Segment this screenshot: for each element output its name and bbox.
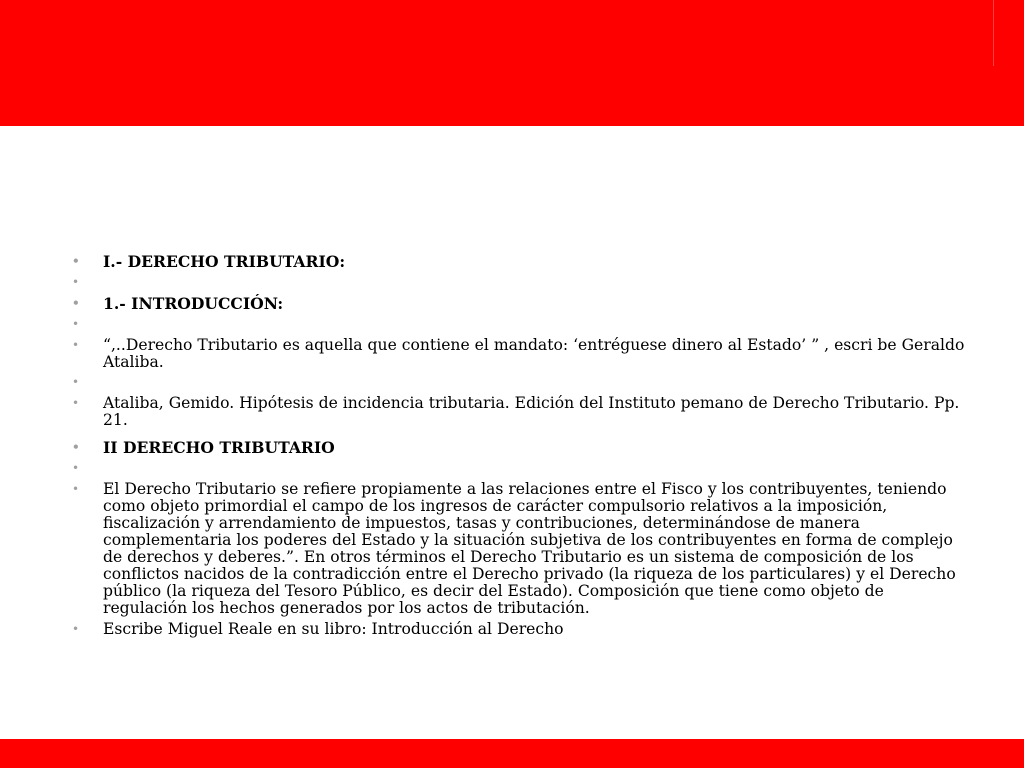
list-item [72,316,972,333]
list-item [72,253,972,270]
bullet-icon: • [72,375,80,390]
bullet-icon: • [72,461,80,476]
list-item-text: I.- DERECHO TRIBUTARIO: [103,252,346,271]
list-item-text: El Derecho Tributario se refiere propiamente a las relaciones entre el Fisco y los contribuyentes, teniendo como objeto primordial el campo de los ingresos de carácter compulsorio relativos a la imposición, fiscalización y arrendamiento de impuestos, tasas y contribuciones, determinándose de manera complementaria los poderes del Estado y la situación subjetiva de los contribuyentes en forma de complejo de derechos y deberes.”. En otros términos el Derecho Tributario es un sistema de composición de los conflictos nacidos de la contradicción entre el Derecho privado (la riqueza de los particulares) y el Derecho público (la riqueza del Tesoro Público, es decir del Estado). Composición que tiene como objeto de regulación los hechos generados por los actos de tributación. [103,480,956,618]
list-item-text: “,..Derecho Tributario es aquella que contiene el mandato: ‘entréguese dinero al Estado’ ” , escri be Geraldo Ataliba. [103,335,965,371]
list-item-text: 1.- INTRODUCCIÓN: [103,293,284,313]
header-band [0,0,1024,126]
list-item [72,274,972,291]
list-item [72,621,972,638]
list-item [72,395,972,429]
slide-content [72,253,972,642]
bullet-list [72,253,972,638]
list-item-text: Ataliba, Gemido. Hipótesis de incidencia tributaria. Edición del Instituto pemano de Derecho Tributario. Pp. 21. [103,394,960,430]
bullet-icon: • [72,274,80,289]
list-item [72,481,972,617]
bullet-icon: • [72,440,80,455]
bullet-icon: • [72,482,80,497]
bullet-icon: • [72,316,80,331]
list-item [72,374,972,391]
footer-band [0,739,1024,768]
bullet-icon: • [72,337,80,352]
list-item [72,337,972,371]
list-item-text: Escribe Miguel Reale en su libro: Introducción al Derecho [103,620,564,639]
bullet-icon: • [72,622,80,637]
list-item [72,460,972,477]
bullet-icon: • [72,254,80,268]
list-item [72,295,972,312]
list-item-text: II DERECHO TRIBUTARIO [103,438,335,458]
bullet-icon: • [72,396,80,411]
list-item [72,439,972,456]
header-edge-line [993,0,994,66]
bullet-icon: • [72,295,80,310]
